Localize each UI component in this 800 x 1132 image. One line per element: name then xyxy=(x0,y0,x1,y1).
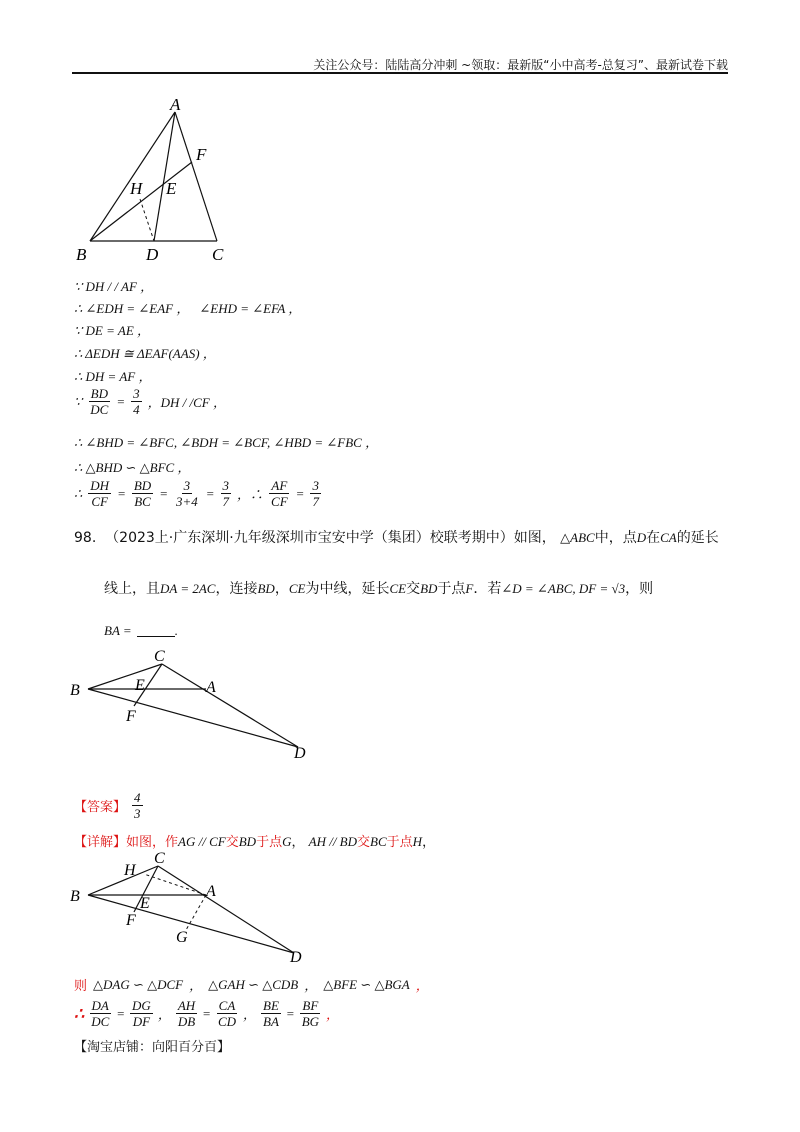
problem-98-line-3: BA = . xyxy=(104,623,179,638)
label-H: H xyxy=(130,179,143,198)
answer-line: 【答案】 $\frac{4}{3}$ xyxy=(74,790,141,821)
label-D: D xyxy=(290,949,302,966)
fraction: $\frac{DH}{CF}$ xyxy=(90,478,110,509)
fraction: $\frac{BD}{BC}$ xyxy=(133,478,152,509)
label-C: C xyxy=(212,245,224,264)
label-H: H xyxy=(124,862,136,879)
ratios-line: ∴ $\frac{DA}{DC}$ = $\frac{DG}{DF}$ ， $\frac{AH}{DB}$ = $\frac{CA}{CD}$ ， $\frac{BE}{BA}$ = $\frac{BF}{BG}$ ， xyxy=(74,998,340,1029)
fraction: $\frac{CA}{CD}$ xyxy=(217,998,237,1029)
fraction: $\frac{3}{4}$ xyxy=(133,386,140,417)
page-header: 关注公众号：陆陆高分冲刺 ~领取：最新版“小中高考-总复习”、最新试卷下载 xyxy=(313,58,728,72)
answer-blank xyxy=(137,624,175,637)
fraction: $\frac{BD}{DC}$ xyxy=(90,386,109,417)
similar-triangles-line: 则 △DAG ∽ △DCF ， △GAH ∽ △CDB ， △BFE ∽ △BGA ， xyxy=(74,976,429,994)
fraction: $\frac{DA}{DC}$ xyxy=(91,998,110,1029)
figure-2-triangle xyxy=(66,644,326,760)
label-D: D xyxy=(146,245,159,264)
fraction: $\frac{3}{7}$ xyxy=(312,478,319,509)
solution-line: 【详解】如图，作AG // CF交BD于点G， AH // BD交BC于点H， xyxy=(74,834,436,850)
fraction: $\frac{3}{3+4}$ xyxy=(175,478,198,509)
answer-fraction: $\frac{4}{3}$ xyxy=(134,790,141,821)
proof-line-8: ∴ △BHD ∽ △BFC ， xyxy=(74,460,191,475)
label-C: C xyxy=(154,648,165,665)
fraction: $\frac{DG}{DF}$ xyxy=(132,998,151,1029)
label-F: F xyxy=(196,145,207,164)
proof-line-6: ∵ $\frac{BD}{DC}$ = $\frac{3}{4}$ ，DH / /CF ， xyxy=(74,386,226,417)
label-F: F xyxy=(126,912,136,929)
figure-1-triangle xyxy=(70,96,270,266)
proof-line-3: ∵ DE = AE ， xyxy=(74,323,151,338)
header-divider xyxy=(72,72,728,74)
label-E: E xyxy=(140,895,150,912)
label-A: A xyxy=(206,679,216,696)
label-B: B xyxy=(76,245,87,264)
proof-line-9: ∴ $\frac{DH}{CF}$ = $\frac{BD}{BC}$ = $\frac{3}{3+4}$ = $\frac{3}{7}$ ，∴ $\frac{AF}{CF}$ = $\frac{3}{7}$ xyxy=(74,478,319,509)
fraction: $\frac{AH}{DB}$ xyxy=(177,998,196,1029)
fraction: $\frac{BE}{BA}$ xyxy=(263,998,279,1029)
proof-line-5: ∴ DH = AF ， xyxy=(74,369,152,384)
label-A: A xyxy=(170,96,181,114)
figure-3-triangle xyxy=(66,850,326,966)
label-E: E xyxy=(135,677,145,694)
fraction: $\frac{AF}{CF}$ xyxy=(271,478,288,509)
proof-line-7: ∴ ∠BHD = ∠BFC, ∠BDH = ∠BCF, ∠HBD = ∠FBC ， xyxy=(74,435,379,450)
proof-line-2: ∴ ∠EDH = ∠EAF ， ∠EHD = ∠EFA ， xyxy=(74,301,302,316)
fraction: $\frac{3}{7}$ xyxy=(222,478,230,509)
label-G: G xyxy=(176,929,188,946)
footer-shop-text: 【淘宝店铺：向阳百分百】 xyxy=(74,1040,231,1055)
problem-98-line-1: 98. （2023上·广东深圳·九年级深圳市宝安中学（集团）校联考期中）如图， △ABC中，点D在CA的延长 xyxy=(74,530,719,546)
label-B: B xyxy=(70,888,80,905)
problem-98-line-2: 线上，且DA = 2AC，连接BD，CE为中线，延长CE交BD于点F．若∠D = ∠ABC, DF = √3，则 xyxy=(104,581,654,597)
fraction: $\frac{BF}{BG}$ xyxy=(301,998,320,1029)
label-F: F xyxy=(126,708,136,725)
label-D: D xyxy=(294,745,306,760)
label-C: C xyxy=(154,850,165,867)
label-E: E xyxy=(166,179,177,198)
proof-line-4: ∴ ΔEDH ≅ ΔEAF(AAS) ， xyxy=(74,346,216,361)
label-B: B xyxy=(70,682,80,699)
label-A: A xyxy=(206,883,216,900)
proof-line-1: ∵ DH / / AF ， xyxy=(74,279,154,294)
